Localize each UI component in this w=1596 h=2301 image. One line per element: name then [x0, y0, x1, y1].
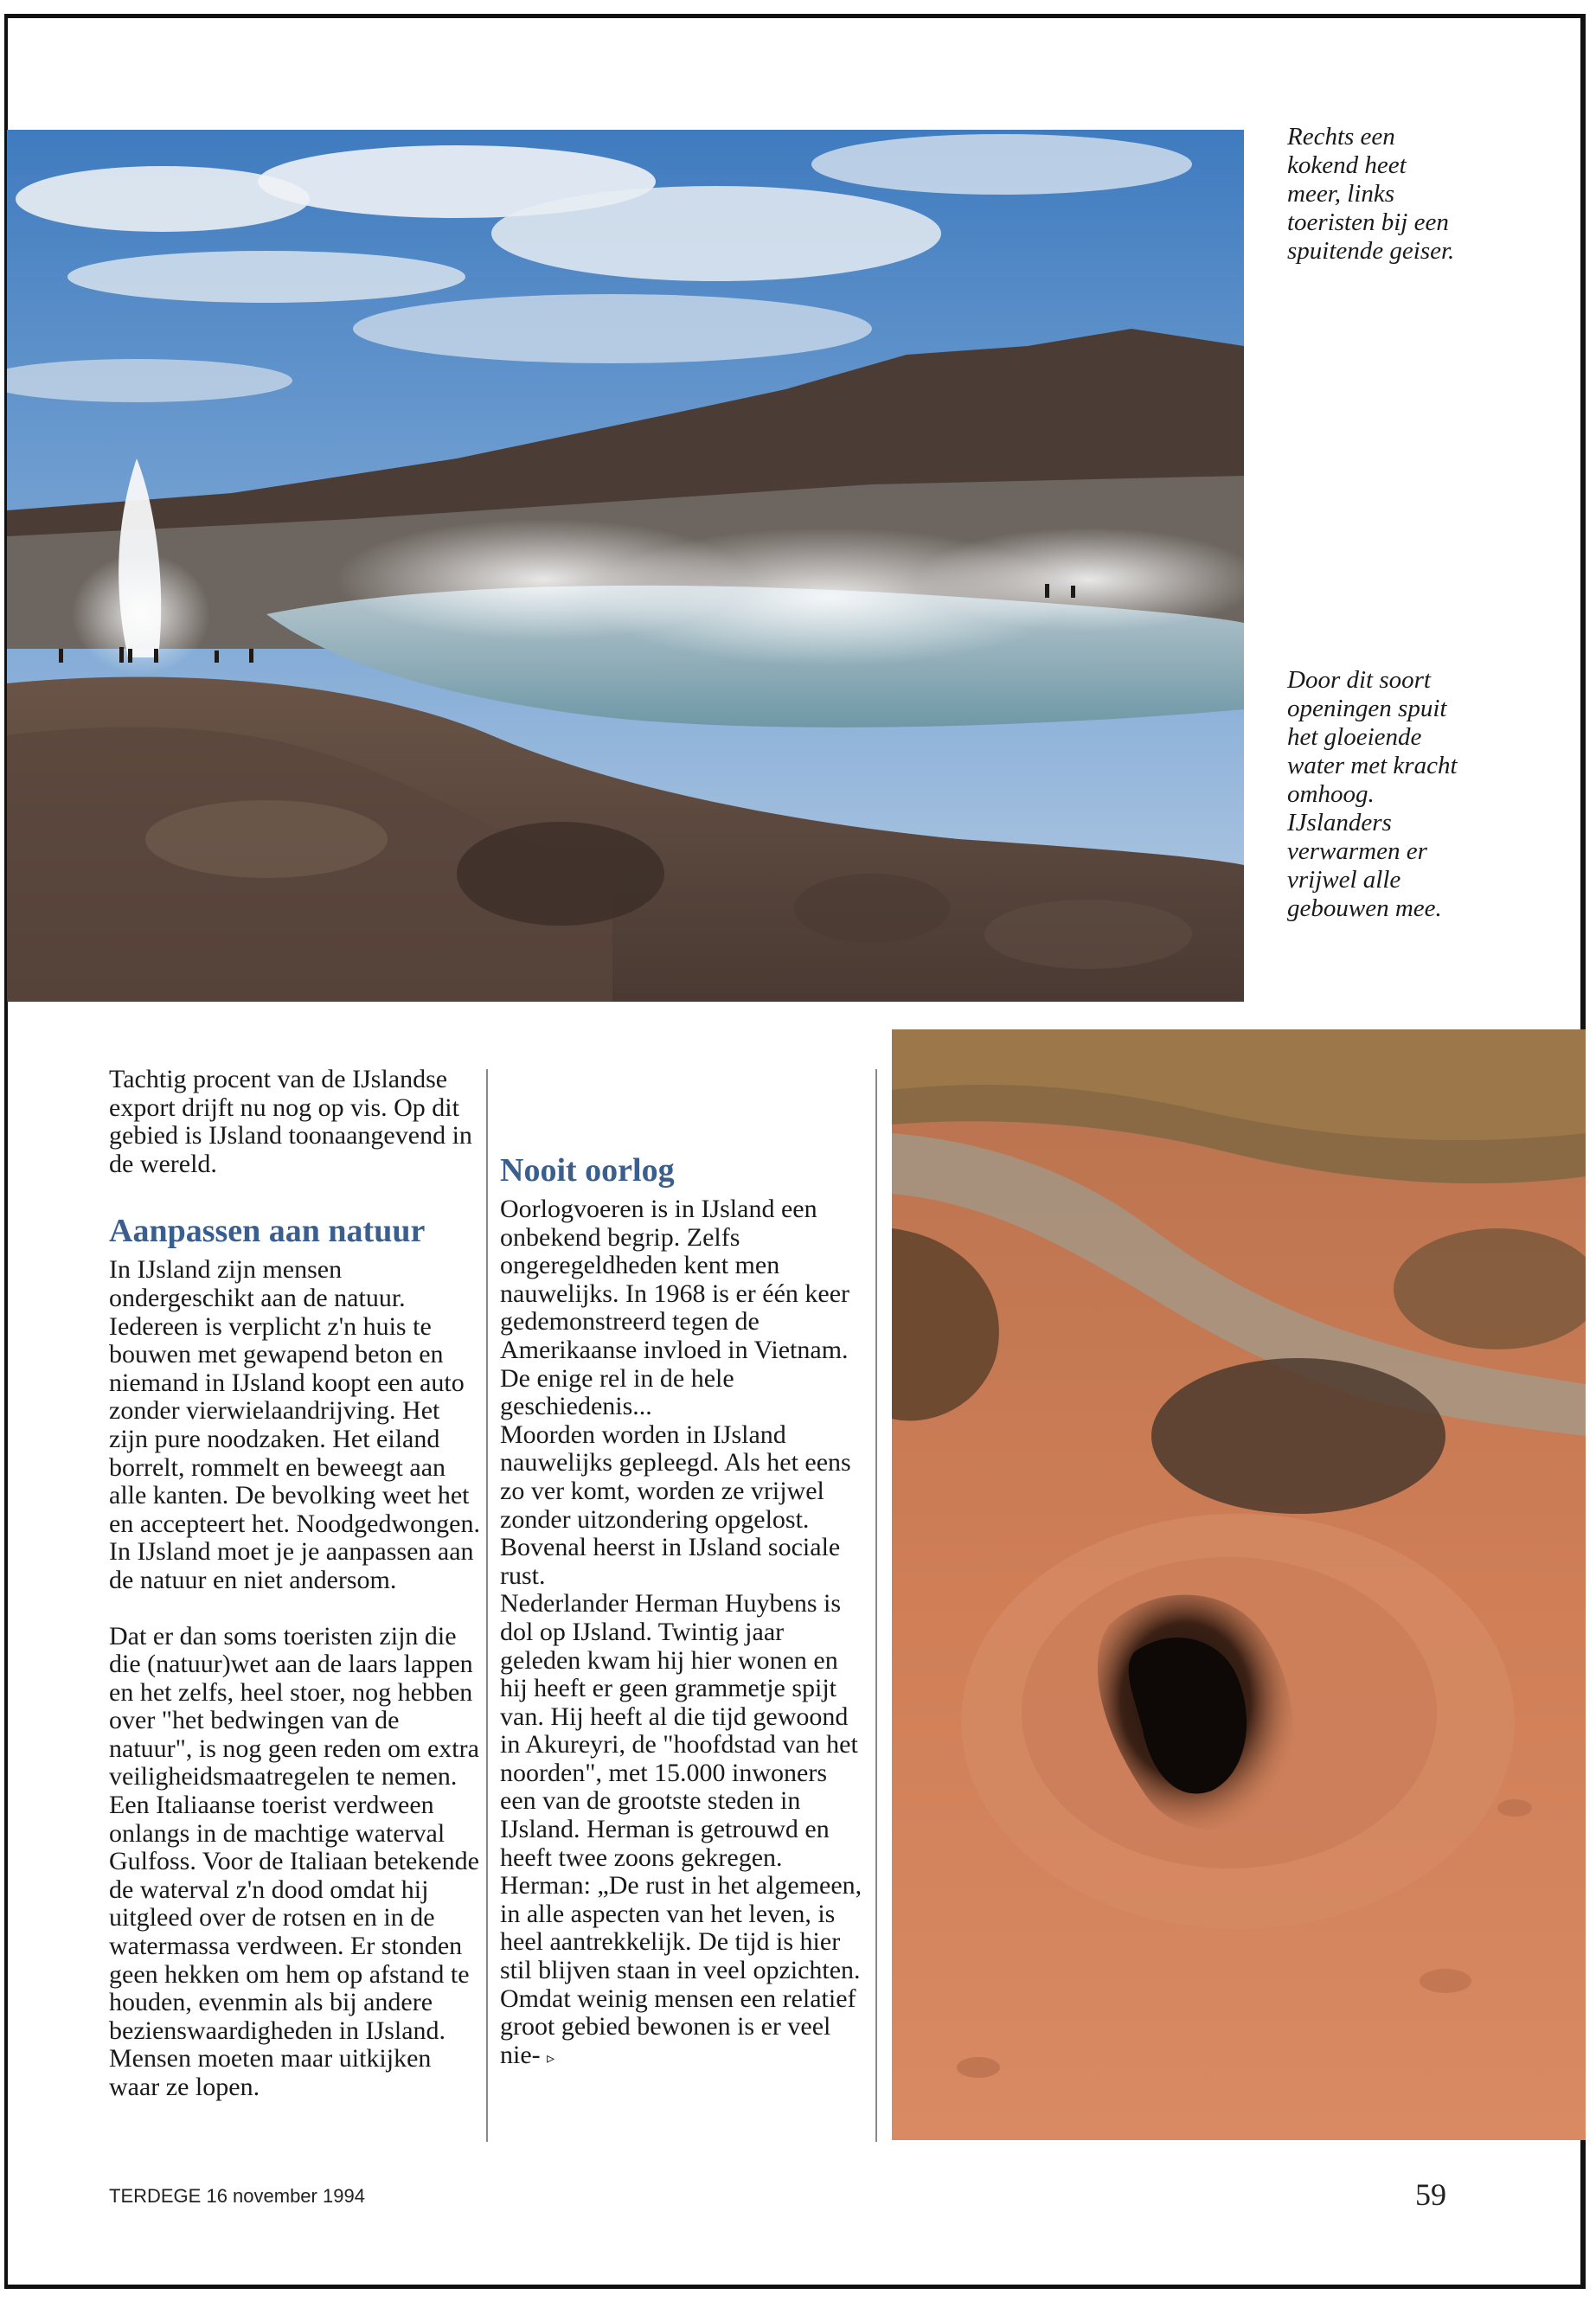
paragraph-herman: Nederlander Herman Huybens is dol op IJsland. Twintig jaar geleden kwam hij hier wonen en hij heeft er geen grammetje spijt van. Hij heeft al die tijd gewoond in Akureyri, de "hoofdstad van het noorden", met 15.000 inwoners een van de grootste steden in IJsland. Herman is getrouwd en heeft twee zoons gekregen. [500, 1589, 858, 1872]
page-number: 59 [1415, 2177, 1446, 2212]
heading-nooit-oorlog: Nooit oorlog [500, 1152, 675, 1189]
paragraph-moorden: Moorden worden in IJsland nauwelijks gepleegd. Als het eens zo ver komt, worden ze vrijwel zonder uitzondering opgelost. [500, 1420, 851, 1534]
publication-footer: TERDEGE 16 november 1994 [109, 2185, 365, 2207]
hot-spring-hole-photo [892, 1029, 1586, 2140]
continue-arrow-icon: ▹ [547, 2048, 555, 2067]
paragraph-oorlog: Oorlogvoeren is in IJsland een onbekend begrip. Zelfs ongeregeldheden kent men nauwelijks. In 1968 is er één keer gedemonstreerd tegen de Amerikaanse invloed in Vietnam. De enige rel in de hele geschiedenis... [500, 1195, 850, 1421]
heading-aanpassen: Aanpassen aan natuur [109, 1213, 426, 1250]
paragraph-toeristen: Dat er dan soms toeristen zijn die die (natuur)wet aan de laars lappen en het zelfs, heel stoer, nog hebben over "het bedwingen van de natuur", is nog geen reden om extra veiligheidsmaatregelen te nemen. Een Italiaanse toerist verdween onlangs in de machtige waterval Gulfoss. Voor de Italiaan betekende de waterval z'n dood omdat hij uitgleed over de rotsen en in de watermassa verdween. Er stonden geen hekken om hem op afstand te houden, evenmin als bij andere bezienswaardigheden in IJsland. Mensen moeten maar uitkijken waar ze lopen. [109, 1621, 479, 2101]
column-divider-right [875, 1069, 877, 2142]
caption-openings: Door dit soort openingen spuit het gloeiende water met kracht omhoog. IJslanders verwarmen er vrijwel alle gebouwen mee. [1287, 666, 1458, 922]
paragraph-herman-quote [500, 1872, 863, 2073]
article-column-middle [500, 1066, 863, 2073]
paragraph-sociale-rust: Bovenal heerst in IJsland sociale rust. [500, 1533, 841, 1590]
article-column-left [109, 1066, 481, 2102]
geyser-landscape-photo [7, 130, 1244, 1002]
column-divider-left [486, 1069, 488, 2142]
intro-paragraph: Tachtig procent van de IJslandse export drijft nu nog op vis. Op dit gebied is IJsland toonaangevend in de wereld. [109, 1065, 472, 1178]
quote-text: Herman: „De rust in het algemeen, in alle aspecten van het leven, is heel aantrekkelijk. De tijd is hier stil blijven staan in veel opzichten. Omdat weinig mensen een relatief groot gebied bewonen is er veel nie- [500, 1871, 862, 2069]
paragraph-aanpassen: In IJsland zijn mensen ondergeschikt aan de natuur. Iedereen is verplicht z'n huis te bouwen met gewapend beton en niemand in IJsland koopt een auto zonder vierwielaandrijving. Het zijn pure noodzaken. Het eiland borrelt, rommelt en beweegt aan alle kanten. De bevolking weet het en accepteert het. Noodgedwongen. In IJsland moet je je aanpassen aan de natuur en niet andersom. [109, 1255, 480, 1594]
caption-geyser-lake: Rechts een kokend heet meer, links toeristen bij een spuitende geiser. [1287, 123, 1455, 265]
